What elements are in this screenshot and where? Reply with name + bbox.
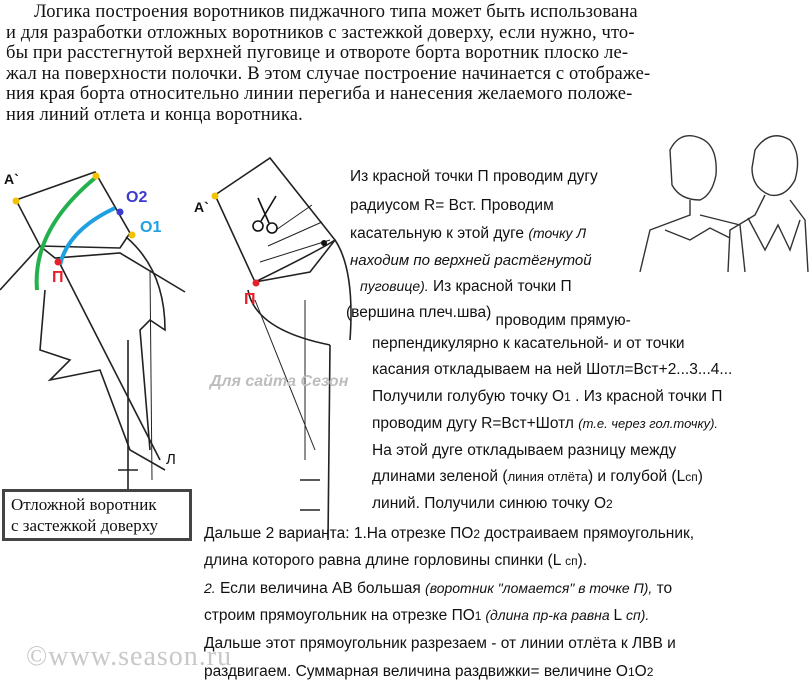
figure2-head: [752, 136, 798, 196]
middle-buttonholes: [300, 480, 320, 510]
scissors-icon: [253, 196, 277, 233]
label-p-middle: П: [244, 291, 256, 308]
yellow-point-a-middle: [212, 193, 219, 200]
instruction-line: находим по верхней растёгнутой: [350, 252, 592, 269]
intro-line: ния линий отлета и конца воротника.: [6, 104, 303, 125]
instruction-line: Получили голубую точку О1 . Из красной точки П: [372, 388, 723, 405]
middle-collar-pattern: [215, 158, 351, 540]
intro-line: ния края борта относительно линии перегиба и нанесения желаемого положе-: [6, 84, 633, 105]
instruction-line: На этой дуге откладываем разницу между: [372, 442, 677, 459]
navy-point-o2: [117, 209, 124, 216]
red-point-p-middle: [253, 280, 260, 287]
intro-line: бы при расстегнутой верхней пуговице и отвороте борта воротник плоско ле-: [6, 43, 629, 64]
label-o2: О2: [126, 189, 148, 206]
intro-line: жал на поверхности полочки. В этом случае построение начинается с отображе-: [6, 63, 651, 84]
left-fold-line: [60, 264, 160, 460]
instruction-line: (вершина плеч.шва) проводим прямую-: [346, 304, 631, 329]
intro-line: Логика построения воротников пиджачного типа может быть использована: [34, 2, 638, 22]
yellow-point-top-left: [93, 173, 100, 180]
variant-line: строим прямоугольник на отрезке ПО1 (длина пр-ка равна L сп).: [204, 607, 650, 624]
instruction-line: касательную к этой дуге (точку Л: [350, 225, 587, 242]
middle-armhole-curve: [335, 240, 351, 340]
variant-line: длина которого равна длине горловины спинки (L сп).: [204, 552, 588, 569]
yellow-point-a-left: [13, 198, 20, 205]
label-l: Л: [166, 451, 176, 468]
instruction-line: длинами зеленой (линия отлёта) и голубой (Lсп): [372, 468, 703, 485]
left-shoulder-line: [0, 246, 185, 292]
green-collar-line: [37, 178, 95, 290]
instruction-line: пуговице). Из красной точки П: [360, 278, 572, 295]
instruction-line: касания откладываем на ней Шотл=Вст+2...3...4...: [372, 361, 733, 378]
label-p-left: П: [52, 269, 64, 286]
instruction-line: линий. Получили синюю точку О2: [372, 495, 613, 512]
label-o1: О1: [140, 219, 162, 236]
instruction-line: радиусом R= Вст. Проводим: [350, 197, 554, 214]
caption-line: Отложной воротник: [11, 495, 157, 514]
left-lapel-edge: [40, 290, 165, 470]
yellow-point-o1: [129, 232, 136, 239]
figure2-collar: [748, 218, 800, 250]
variant-line: раздвигаем. Суммарная величина раздвижки= величине О1О2: [204, 663, 654, 680]
label-a-left: А`: [4, 171, 19, 187]
caption-line: с застежкой доверху: [11, 516, 159, 535]
middle-collar-stand: [255, 240, 335, 282]
figure1-collar: [665, 228, 730, 240]
caption-box: [2, 489, 192, 541]
copyright-watermark: ©www.season.ru: [26, 641, 233, 672]
black-point-middle: [321, 240, 327, 246]
red-point-p-left: [55, 259, 62, 266]
middle-neck-curve: [248, 290, 330, 345]
figure1-head: [670, 136, 716, 200]
instruction-line: перпендикулярно к касательной- и от точки: [372, 335, 685, 352]
variant-line: Дальше этот прямоугольник разрезаем - от линии отлёта к ЛВВ и: [204, 635, 676, 652]
middle-collar-outline: [215, 158, 335, 282]
label-a-middle: А`: [194, 199, 209, 215]
instruction-line: Из красной точки П проводим дугу: [350, 168, 598, 185]
watermark-text: Для сайта Сезон: [210, 373, 349, 390]
intro-line: и для разработки отложных воротников с застежкой доверху, если нужно, что-: [6, 22, 635, 43]
variant-line: 2. Если величина АВ большая (воротник "ломается" в точке П), то: [204, 580, 673, 597]
instruction-line: проводим дугу R=Вст+Шотл (т.е. через гол.точку).: [372, 415, 719, 432]
variant-line: Дальше 2 варианта: 1.На отрезке ПО2 достраиваем прямоугольник,: [204, 525, 695, 542]
figure-sketches: [640, 136, 808, 272]
